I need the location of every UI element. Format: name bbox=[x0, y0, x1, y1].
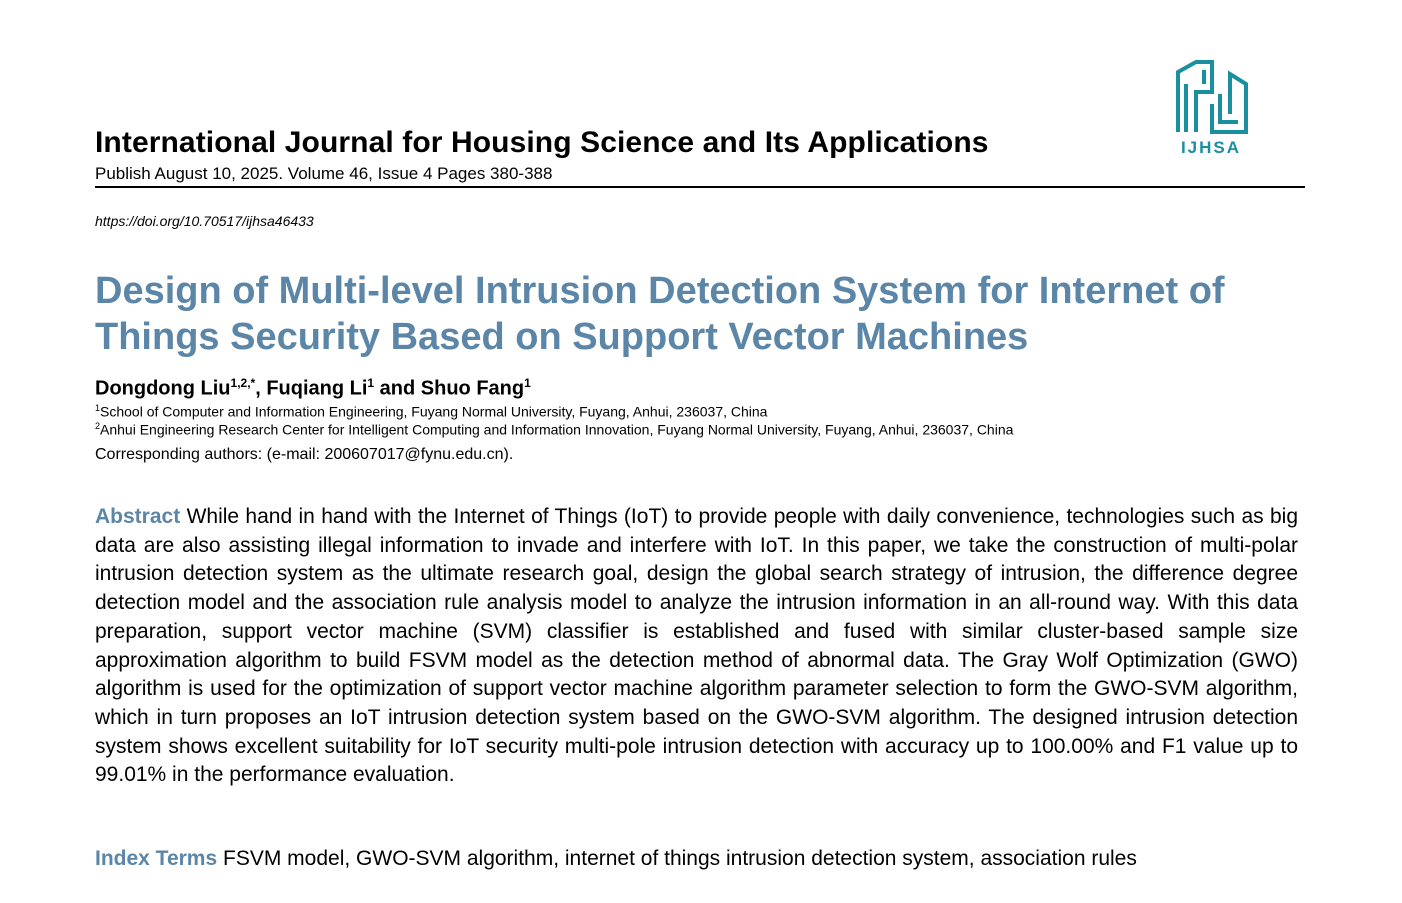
affiliation-mark: 2 bbox=[95, 421, 101, 431]
author-name: Dongdong Liu bbox=[95, 377, 231, 400]
author-affiliation-mark: 1 bbox=[367, 376, 375, 390]
author-separator: , bbox=[255, 377, 267, 400]
doi-link[interactable]: https://doi.org/10.70517/ijhsa46433 bbox=[95, 213, 314, 229]
author-separator: and bbox=[374, 377, 421, 400]
abstract-label: Abstract bbox=[95, 505, 181, 528]
index-terms-label: Index Terms bbox=[95, 847, 218, 870]
logo-text: IJHSA bbox=[1180, 138, 1242, 156]
affiliation-1 bbox=[95, 403, 767, 420]
header-divider bbox=[95, 186, 1305, 188]
author-affiliation-mark: 1,2,* bbox=[230, 376, 256, 390]
index-terms bbox=[95, 847, 1137, 871]
author-affiliation-mark: 1 bbox=[524, 376, 531, 390]
abstract-text: While hand in hand with the Internet of Things (IoT) to provide people with daily convenience, technologies such as big data are also assisting illegal information to invade and interfere with IoT. In this paper, we take the construction of multi-polar intrusion detection system as the ultimate research goal, design the global search strategy of intrusion, the difference degree detection model and the association rule analysis model to analyze the intrusion information in an all-round way. With this data preparation, support vector machine (SVM) classifier is established and fused with similar cluster-based sample size approximation algorithm to build FSVM model as the detection method of abnormal data. The Gray Wolf Optimization (GWO) algorithm is used for the optimization of support vector machine algorithm parameter selection to form the GWO-SVM algorithm, which in turn proposes an IoT intrusion detection system based on the GWO-SVM algorithm. The designed intrusion detection system shows excellent suitability for IoT security multi-pole intrusion detection with accuracy up to 100.00% and F1 value up to 99.01% in the performance evaluation. bbox=[95, 505, 1298, 787]
journal-title: International Journal for Housing Science and Its Applications bbox=[95, 126, 989, 159]
corresponding-author: Corresponding authors: (e-mail: 200607017@fynu.edu.cn). bbox=[95, 446, 514, 463]
author-list bbox=[95, 376, 531, 401]
index-terms-text: FSVM model, GWO-SVM algorithm, internet of things intrusion detection system, association rules bbox=[223, 847, 1137, 870]
affiliation-2 bbox=[95, 421, 1013, 438]
affiliation-text: School of Computer and Information Engineering, Fuyang Normal University, Fuyang, Anhui, 236037, China bbox=[100, 403, 768, 420]
affiliation-mark: 1 bbox=[95, 403, 101, 413]
publish-info: Publish August 10, 2025. Volume 46, Issue 4 Pages 380-388 bbox=[95, 164, 553, 183]
ijhsa-logo bbox=[1172, 54, 1250, 156]
affiliation-text: Anhui Engineering Research Center for Intelligent Computing and Information Innovation, Fuyang Normal University, Fuyang, Anhui, 236037, China bbox=[100, 421, 1014, 438]
author-name: Shuo Fang bbox=[420, 377, 525, 400]
abstract bbox=[95, 503, 1298, 790]
paper-title: Design of Multi-level Intrusion Detection System for Internet of Things Security Based on Support Vector Machines bbox=[95, 270, 1225, 358]
author-name: Fuqiang Li bbox=[266, 377, 368, 400]
